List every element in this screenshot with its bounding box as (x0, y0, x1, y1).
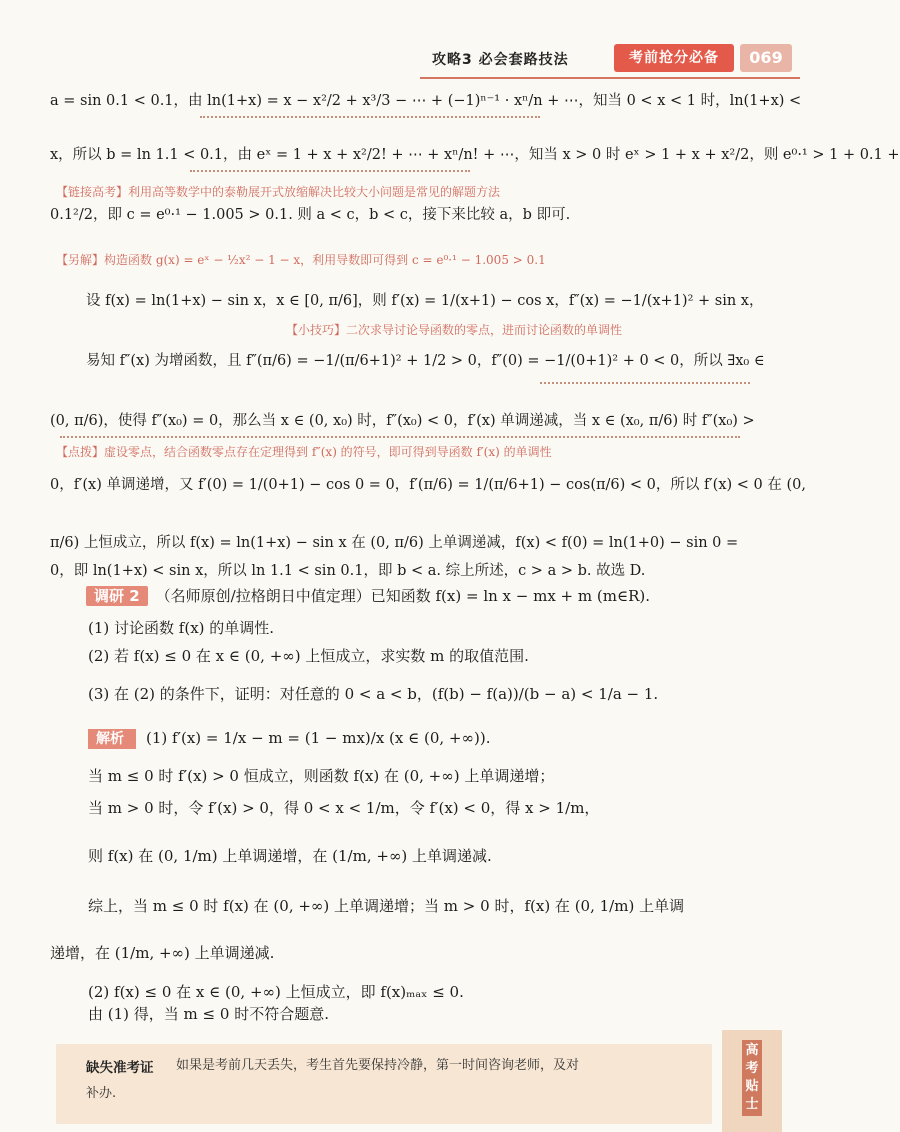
question-2: (2) 若 f(x) ≤ 0 在 x ∈ (0, +∞) 上恒成立，求实数 m 的取值范围. (88, 647, 529, 665)
text-line: x，所以 b = ln 1.1 < 0.1，由 eˣ = 1 + x + x²/2! + ⋯ + xⁿ/n! + ⋯，知当 x > 0 时 eˣ > 1 + x + x²/2，则 e⁰·¹ > 1 + 0.1 + (50, 147, 900, 163)
header-rule (420, 77, 800, 79)
page-number: 069 (740, 44, 792, 72)
problem-title: （名师原创/拉格朗日中值定理）已知函数 f(x) = ln x − mx + m (m∈R). (155, 587, 650, 605)
note-tip: 【小技巧】二次求导讨论导函数的零点，进而讨论函数的单调性 (286, 323, 623, 337)
question-3: (3) 在 (2) 的条件下，证明：对任意的 0 < a < b，(f(b) − f(a))/(b − a) < 1/a − 1. (88, 685, 659, 703)
analysis-7: (2) f(x) ≤ 0 在 x ∈ (0, +∞) 上恒成立，即 f(x)ₘₐₓ ≤ 0. (88, 983, 464, 1001)
text-line: 易知 f″(x) 为增函数，且 f″(π/6) = −1/(π/6+1)² + 1/2 > 0，f″(0) = −1/(0+1)² + 0 < 0，所以 ∃x₀ ∈ (86, 353, 765, 369)
analysis-tag: 解析 (88, 729, 136, 749)
chapter-title: 攻略3 必会套路技法 (432, 52, 569, 68)
text-line: 0，即 ln(1+x) < sin x，所以 ln 1.1 < sin 0.1，即 b < a. 综上所述，c > a > b. 故选 D. (50, 563, 646, 579)
text-line: (0, π/6)，使得 f″(x₀) = 0，那么当 x ∈ (0, x₀) 时，f″(x₀) < 0，f′(x) 单调递减，当 x ∈ (x₀, π/6) 时 f″(x₀) > (50, 413, 755, 429)
wavy-underline (540, 378, 750, 384)
note-link-gaokao: 【链接高考】利用高等数学中的泰勒展开式放缩解决比较大小问题是常见的解题方法 (56, 185, 501, 199)
analysis-3: 当 m > 0 时，令 f′(x) > 0，得 0 < x < 1/m，令 f′(x) < 0，得 x > 1/m， (88, 799, 600, 817)
question-1: (1) 讨论函数 f(x) 的单调性. (88, 619, 275, 637)
wavy-underline (200, 112, 540, 118)
text-line: 设 f(x) = ln(1+x) − sin x，x ∈ [0, π/6]，则 f′(x) = 1/(x+1) − cos x，f″(x) = −1/(x+1)² + sin x， (86, 293, 764, 309)
wavy-underline (190, 166, 470, 172)
side-tab-label: 高考贴士 (742, 1040, 762, 1116)
analysis-6: 递增，在 (1/m, +∞) 上单调递减. (50, 944, 275, 962)
analysis-1: (1) f′(x) = 1/x − m = (1 − mx)/x (x ∈ (0, +∞)). (146, 729, 491, 747)
tip-box (56, 1044, 712, 1124)
analysis-5: 综上，当 m ≤ 0 时 f(x) 在 (0, +∞) 上单调递增；当 m > 0 时，f(x) 在 (0, 1/m) 上单调 (88, 897, 685, 915)
analysis-4: 则 f(x) 在 (0, 1/m) 上单调递增，在 (1/m, +∞) 上单调递减. (88, 847, 492, 865)
side-tab (722, 1030, 782, 1132)
problem-tag: 调研 2 (86, 586, 148, 606)
analysis-2: 当 m ≤ 0 时 f′(x) > 0 恒成立，则函数 f(x) 在 (0, +∞) 上单调递增； (88, 767, 555, 785)
note-hint: 【点拨】虚设零点，结合函数零点存在定理得到 f″(x) 的符号，即可得到导函数 f′(x) 的单调性 (56, 445, 552, 459)
text-line: 0，f′(x) 单调递增，又 f′(0) = 1/(0+1) − cos 0 = 0，f′(π/6) = 1/(π/6+1) − cos(π/6) < 0，所以 f′(x) < 0 在 (0, (50, 477, 806, 493)
page-header (420, 43, 800, 75)
text-line: a = sin 0.1 < 0.1，由 ln(1+x) = x − x²/2 + x³/3 − ⋯ + (−1)ⁿ⁻¹ · xⁿ/n + ⋯，知当 0 < x < 1 时，ln(1+x) < (50, 93, 802, 109)
analysis-8: 由 (1) 得，当 m ≤ 0 时不符合题意. (88, 1005, 329, 1023)
text-line: 0.1²/2，即 c = e⁰·¹ − 1.005 > 0.1. 则 a < c，b < c，接下来比较 a，b 即可. (50, 207, 571, 223)
tip-text-cont: 补办. (86, 1086, 117, 1101)
analysis-heading (88, 728, 778, 749)
text-line: π/6) 上恒成立，所以 f(x) = ln(1+x) − sin x 在 (0, π/6) 上单调递减，f(x) < f(0) = ln(1+0) − sin 0 = (50, 535, 739, 551)
tip-title: 缺失准考证 (86, 1060, 154, 1076)
note-alt-solution: 【另解】构造函数 g(x) = eˣ − ½x² − 1 − x，利用导数即可得到 c = e⁰·¹ − 1.005 > 0.1 (56, 253, 546, 267)
wavy-underline (60, 432, 740, 438)
problem-heading (86, 586, 776, 606)
tip-text: 如果是考前几天丢失，考生首先要保持冷静，第一时间咨询老师，及对 (176, 1058, 580, 1073)
section-badge: 考前抢分必备 (614, 44, 734, 72)
